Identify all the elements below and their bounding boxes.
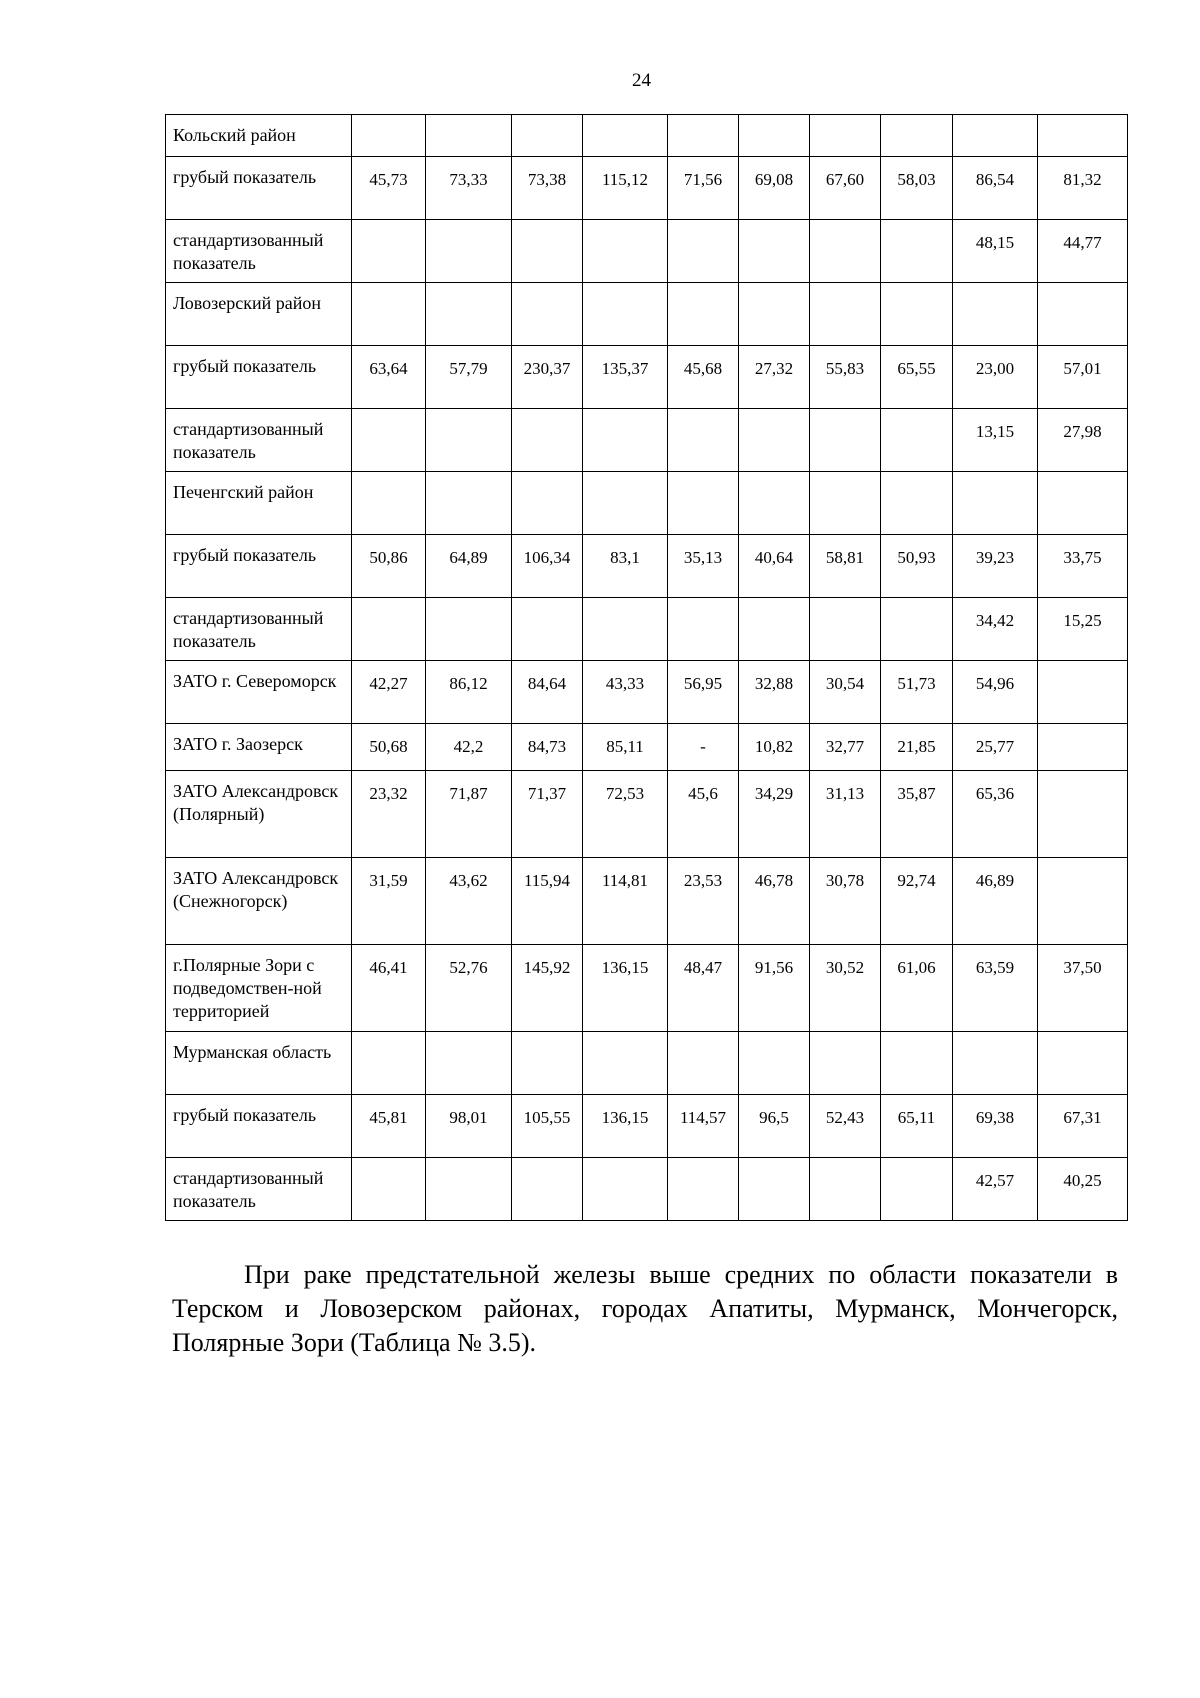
table-cell: 43,62 [426, 858, 512, 945]
table-cell: 44,77 [1038, 220, 1128, 283]
table-row [166, 858, 1128, 945]
table-cell [512, 220, 583, 283]
table-cell: 50,86 [352, 535, 426, 598]
table-cell [352, 598, 426, 661]
table-cell: 69,38 [953, 1095, 1038, 1158]
table-cell: 45,6 [668, 771, 739, 858]
table-cell: 65,36 [953, 771, 1038, 858]
table-cell [583, 220, 668, 283]
table-row [166, 724, 1128, 771]
table-cell [953, 1032, 1038, 1095]
table-cell: 65,11 [881, 1095, 953, 1158]
table-cell [583, 115, 668, 157]
table-cell: 63,64 [352, 346, 426, 409]
table-cell [583, 283, 668, 346]
table-cell: 46,89 [953, 858, 1038, 945]
table-cell: 55,83 [810, 346, 881, 409]
table-cell: 46,78 [739, 858, 810, 945]
table-cell [512, 115, 583, 157]
table-cell: 114,81 [583, 858, 668, 945]
table-cell [739, 1032, 810, 1095]
table-row [166, 771, 1128, 858]
table-cell: 45,81 [352, 1095, 426, 1158]
table-cell: 57,79 [426, 346, 512, 409]
table-cell: 34,42 [953, 598, 1038, 661]
table-cell: 13,15 [953, 409, 1038, 472]
table-cell [426, 283, 512, 346]
table-cell: 106,34 [512, 535, 583, 598]
table-cell [739, 472, 810, 535]
row-label: стандартизованный показатель [166, 598, 352, 661]
table-cell [668, 220, 739, 283]
table-cell: 84,64 [512, 661, 583, 724]
row-label: Мурманская область [166, 1032, 352, 1095]
table-cell: 96,5 [739, 1095, 810, 1158]
table-cell: 71,87 [426, 771, 512, 858]
table-cell: 34,29 [739, 771, 810, 858]
table-cell: 105,55 [512, 1095, 583, 1158]
table-cell [810, 1032, 881, 1095]
table-cell: 86,54 [953, 157, 1038, 220]
table-cell: 32,88 [739, 661, 810, 724]
table-cell: 37,50 [1038, 945, 1128, 1032]
table-cell [1038, 283, 1128, 346]
table-cell [583, 409, 668, 472]
table-cell: 58,81 [810, 535, 881, 598]
table-row [166, 115, 1128, 157]
table-cell [881, 283, 953, 346]
table-cell: 115,94 [512, 858, 583, 945]
table-cell [352, 1032, 426, 1095]
table-cell [583, 598, 668, 661]
table-cell: 52,43 [810, 1095, 881, 1158]
table-cell: 50,93 [881, 535, 953, 598]
table-cell: 67,60 [810, 157, 881, 220]
row-label: стандартизованный показатель [166, 220, 352, 283]
table-cell [512, 472, 583, 535]
table-cell: 33,75 [1038, 535, 1128, 598]
table-cell [426, 472, 512, 535]
table-cell [1038, 115, 1128, 157]
table-cell [668, 472, 739, 535]
table-cell: 73,38 [512, 157, 583, 220]
table-cell [1038, 472, 1128, 535]
table-cell [881, 409, 953, 472]
table-cell: 51,73 [881, 661, 953, 724]
row-label: г.Полярные Зори с подведомствен-ной территорией [166, 945, 352, 1032]
table-cell: 31,59 [352, 858, 426, 945]
table-row [166, 535, 1128, 598]
table-cell [881, 472, 953, 535]
table-cell [583, 1158, 668, 1221]
table-cell [881, 1158, 953, 1221]
table-row [166, 661, 1128, 724]
table-cell: 52,76 [426, 945, 512, 1032]
table-cell: 46,41 [352, 945, 426, 1032]
table-cell [512, 1032, 583, 1095]
row-label: Кольский район [166, 115, 352, 157]
row-label: стандартизованный показатель [166, 409, 352, 472]
table-row [166, 283, 1128, 346]
table-cell [739, 115, 810, 157]
table-cell [352, 1158, 426, 1221]
table-cell [953, 115, 1038, 157]
table-row [166, 1032, 1128, 1095]
table-cell: 92,74 [881, 858, 953, 945]
table-cell [352, 409, 426, 472]
row-label: ЗАТО Александровск (Снежногорск) [166, 858, 352, 945]
table-cell: 56,95 [668, 661, 739, 724]
table-row [166, 598, 1128, 661]
table-cell: 40,25 [1038, 1158, 1128, 1221]
table-row [166, 220, 1128, 283]
table-cell: 86,12 [426, 661, 512, 724]
table-cell [953, 283, 1038, 346]
table-cell [668, 115, 739, 157]
page-number: 24 [632, 70, 651, 91]
table-cell [426, 1032, 512, 1095]
table-cell: - [668, 724, 739, 771]
table-cell: 32,77 [810, 724, 881, 771]
table-cell: 67,31 [1038, 1095, 1128, 1158]
table-cell: 135,37 [583, 346, 668, 409]
table-cell: 64,89 [426, 535, 512, 598]
row-label: ЗАТО г. Заозерск [166, 724, 352, 771]
table-cell [668, 283, 739, 346]
table-cell [512, 283, 583, 346]
table-cell: 57,01 [1038, 346, 1128, 409]
row-label: ЗАТО Александровск (Полярный) [166, 771, 352, 858]
table-cell: 72,53 [583, 771, 668, 858]
table-cell: 31,13 [810, 771, 881, 858]
table-cell: 42,27 [352, 661, 426, 724]
table-cell: 23,00 [953, 346, 1038, 409]
table-cell: 61,06 [881, 945, 953, 1032]
table-cell [668, 598, 739, 661]
table-cell: 23,53 [668, 858, 739, 945]
row-label: грубый показатель [166, 157, 352, 220]
table-row [166, 1158, 1128, 1221]
table-cell: 65,55 [881, 346, 953, 409]
table-cell: 63,59 [953, 945, 1038, 1032]
table-cell: 30,54 [810, 661, 881, 724]
table-cell: 81,32 [1038, 157, 1128, 220]
table-cell [512, 1158, 583, 1221]
table-cell: 21,85 [881, 724, 953, 771]
table-cell [881, 598, 953, 661]
table-cell: 230,37 [512, 346, 583, 409]
table-cell [881, 220, 953, 283]
table-cell: 136,15 [583, 1095, 668, 1158]
table-cell: 42,2 [426, 724, 512, 771]
table-cell [668, 409, 739, 472]
table-cell: 45,68 [668, 346, 739, 409]
table-cell: 10,82 [739, 724, 810, 771]
table-row [166, 945, 1128, 1032]
table-cell: 39,23 [953, 535, 1038, 598]
table-cell [352, 115, 426, 157]
row-label: Печенгский район [166, 472, 352, 535]
table-cell [739, 1158, 810, 1221]
table-cell: 45,73 [352, 157, 426, 220]
table-cell [512, 409, 583, 472]
table-cell: 50,68 [352, 724, 426, 771]
table-cell: 58,03 [881, 157, 953, 220]
table-cell [810, 409, 881, 472]
table-row [166, 472, 1128, 535]
body-paragraph [172, 1258, 1118, 1360]
table-cell [352, 283, 426, 346]
table-cell: 85,11 [583, 724, 668, 771]
table-cell: 48,47 [668, 945, 739, 1032]
table-cell [810, 598, 881, 661]
table-cell: 35,87 [881, 771, 953, 858]
table-cell [1038, 1032, 1128, 1095]
table-row [166, 409, 1128, 472]
table-cell [668, 1158, 739, 1221]
table-cell [1038, 724, 1128, 771]
row-label: грубый показатель [166, 1095, 352, 1158]
table-cell [352, 472, 426, 535]
table-cell [583, 472, 668, 535]
table-cell: 48,15 [953, 220, 1038, 283]
table-body [166, 115, 1128, 1221]
table-cell: 83,1 [583, 535, 668, 598]
row-label: Ловозерский район [166, 283, 352, 346]
table-cell [512, 598, 583, 661]
table-cell [426, 220, 512, 283]
table-row [166, 157, 1128, 220]
table-cell [739, 283, 810, 346]
table-cell: 54,96 [953, 661, 1038, 724]
table-cell: 98,01 [426, 1095, 512, 1158]
table-cell: 84,73 [512, 724, 583, 771]
table-cell: 145,92 [512, 945, 583, 1032]
table-cell [1038, 858, 1128, 945]
table-cell [583, 1032, 668, 1095]
table-cell [881, 115, 953, 157]
table-cell: 42,57 [953, 1158, 1038, 1221]
table-cell [881, 1032, 953, 1095]
table-cell [426, 409, 512, 472]
table-cell: 69,08 [739, 157, 810, 220]
table-cell: 35,13 [668, 535, 739, 598]
table-cell: 71,37 [512, 771, 583, 858]
table-cell [426, 598, 512, 661]
table-cell: 115,12 [583, 157, 668, 220]
row-label: ЗАТО г. Североморск [166, 661, 352, 724]
table-cell [1038, 661, 1128, 724]
table-cell: 27,32 [739, 346, 810, 409]
table-cell: 40,64 [739, 535, 810, 598]
table-cell: 15,25 [1038, 598, 1128, 661]
table-cell: 136,15 [583, 945, 668, 1032]
table-cell: 73,33 [426, 157, 512, 220]
table-cell: 27,98 [1038, 409, 1128, 472]
table-cell: 23,32 [352, 771, 426, 858]
table-cell [739, 220, 810, 283]
table-cell: 114,57 [668, 1095, 739, 1158]
table-cell [810, 1158, 881, 1221]
data-table [165, 114, 1128, 1221]
table-cell [810, 115, 881, 157]
table-cell [810, 283, 881, 346]
table-cell [668, 1032, 739, 1095]
table-cell [739, 409, 810, 472]
table-cell: 25,77 [953, 724, 1038, 771]
paragraph-text: При раке предстательной железы выше средних по области показатели в Терском и Ловозерском районах, городах Апатиты, Мурманск, Мончегорск, Полярные Зори (Таблица № 3.5). [172, 1260, 1118, 1357]
table-cell: 43,33 [583, 661, 668, 724]
row-label: грубый показатель [166, 346, 352, 409]
table-cell [352, 220, 426, 283]
row-label: грубый показатель [166, 535, 352, 598]
table-cell: 30,52 [810, 945, 881, 1032]
table-cell [953, 472, 1038, 535]
table-cell [810, 220, 881, 283]
table-row [166, 346, 1128, 409]
table-cell [426, 1158, 512, 1221]
table-cell [426, 115, 512, 157]
table-row [166, 1095, 1128, 1158]
table-cell: 71,56 [668, 157, 739, 220]
row-label: стандартизованный показатель [166, 1158, 352, 1221]
table-cell: 91,56 [739, 945, 810, 1032]
table-cell [810, 472, 881, 535]
table-cell: 30,78 [810, 858, 881, 945]
table-cell [1038, 771, 1128, 858]
table-cell [739, 598, 810, 661]
